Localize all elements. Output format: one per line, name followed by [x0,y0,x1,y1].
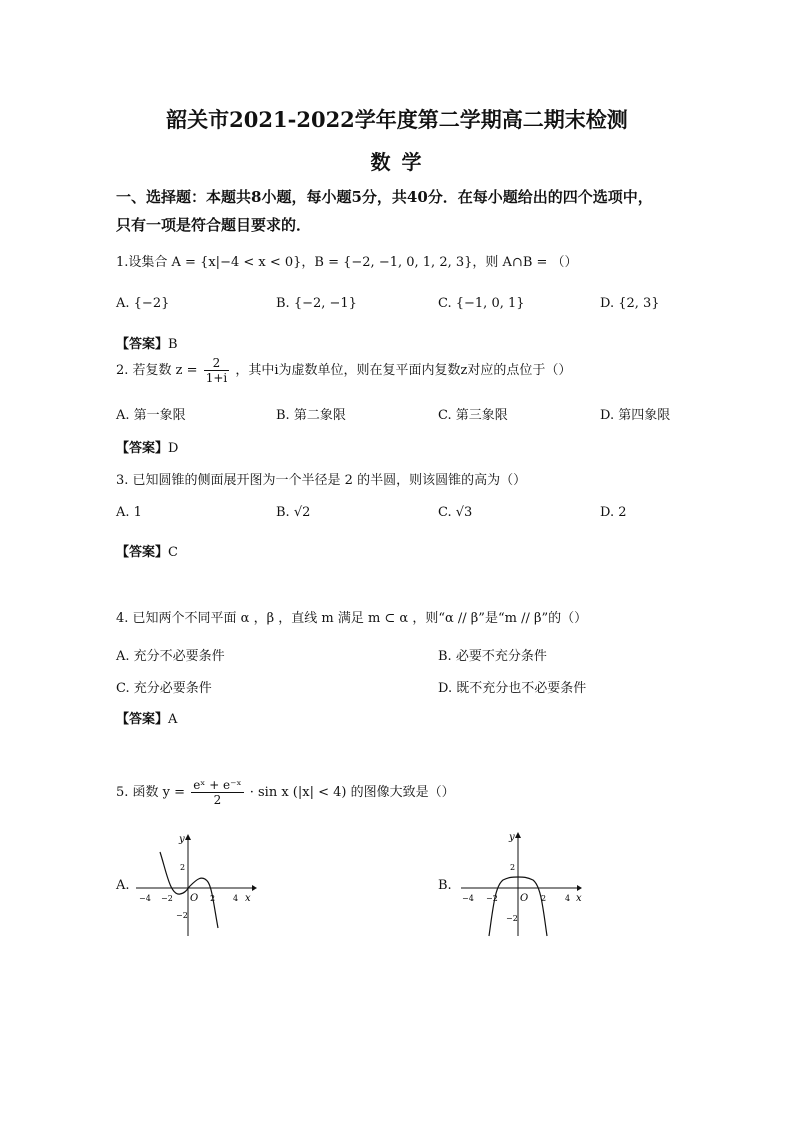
q2-frac-num: 2 [204,356,230,371]
q3-option-b: B. √2 [276,505,311,520]
q5-option-a-label: A. [116,878,130,893]
x-axis-arrow-icon [252,885,257,891]
q3-option-c: C. √3 [438,505,473,520]
q5-prefix: 5. 函数 y = [116,785,186,800]
tick-neg4: −4 [139,894,151,903]
page-title: 韶关市2021-2022学年度第二学期高二期末检测 [166,107,628,132]
q5-frac-den: 2 [213,793,222,807]
q2-suffix: ，其中i为虚数单位，则在复平面内复数z对应的点位于（） [235,363,572,378]
subject-title: 数 学 [370,150,424,174]
y-axis-label: y [509,832,515,843]
q4-answer [116,708,177,727]
q2-prefix: 2. 若复数 z = [116,363,198,378]
tick-y-neg2: −2 [176,911,188,920]
question-2 [116,356,571,385]
tick-neg2: −2 [161,894,173,903]
q4-option-b: B. 必要不充分条件 [438,649,547,664]
q1-option-b: B. {−2, −1} [276,296,357,311]
y-axis-label: y [179,834,185,845]
answer-label: 【答案】 [116,337,169,352]
q4-option-a: A. 充分不必要条件 [116,649,225,664]
x-axis-arrow-icon [577,885,582,891]
tick-neg2: −2 [486,894,498,903]
q5-frac-num: eˣ + e⁻ˣ [193,778,242,792]
q2-fraction [204,356,230,385]
question-1: 1.设集合 A = {x|−4 < x < 0}，B = {−2, −1, 0, 1, 2, 3}，则 A∩B = （） [116,255,578,270]
answer-value: C [168,545,178,560]
curve-a [160,852,218,928]
section-heading-line1: 一、选择题：本题共8小题，每小题5分，共40分．在每小题给出的四个选项中， [116,188,653,206]
answer-label: 【答案】 [116,441,169,456]
q5-suffix: · sin x (|x| < 4) 的图像大致是（） [249,785,455,800]
q2-option-a: A. 第一象限 [116,408,186,423]
tick-pos2: 2 [541,894,547,903]
origin-label: O [190,893,199,904]
q5-option-b-label: B. [438,878,452,893]
q2-option-d: D. 第四象限 [600,408,671,423]
q1-option-a: A. {−2} [116,296,170,311]
question-4: 4. 已知两个不同平面 α ，β ，直线 m 满足 m ⊂ α ，则“α // β”是“m // β”的（） [116,611,588,626]
answer-value: D [168,441,179,456]
q5-fraction [191,778,243,807]
tick-pos4: 4 [233,894,239,903]
tick-y-2: 2 [510,863,516,872]
q5-graph-b [455,828,585,940]
answer-value: B [168,337,178,352]
origin-label: O [520,893,529,904]
tick-y-2: 2 [180,863,186,872]
tick-pos4: 4 [565,894,571,903]
x-axis-label: x [245,893,251,904]
q4-option-c: C. 充分必要条件 [116,681,212,696]
q2-answer [116,437,178,456]
q1-answer [116,333,178,352]
q2-option-b: B. 第二象限 [276,408,346,423]
answer-label: 【答案】 [116,712,169,727]
q1-option-d: D. {2, 3} [600,296,660,311]
section-heading-line2: 只有一项是符合题目要求的． [116,216,312,234]
answer-label: 【答案】 [116,545,169,560]
tick-neg4: −4 [462,894,474,903]
tick-y-neg2: −2 [506,914,518,923]
y-axis-arrow-icon [515,832,521,838]
x-axis-label: x [576,893,582,904]
tick-pos2: 2 [210,894,216,903]
y-axis-arrow-icon [185,834,191,840]
q5-graph-a [130,830,260,940]
q4-option-d: D. 既不充分也不必要条件 [438,681,587,696]
question-5 [116,778,455,807]
question-3: 3. 已知圆锥的侧面展开图为一个半径是 2 的半圆，则该圆锥的高为（） [116,473,527,488]
q3-answer [116,541,178,560]
answer-value: A [168,712,178,727]
q2-frac-den: 1+i [205,371,228,385]
q1-option-c: C. {−1, 0, 1} [438,296,525,311]
q3-option-d: D. 2 [600,505,627,520]
q3-option-a: A. 1 [116,505,142,520]
q2-option-c: C. 第三象限 [438,408,508,423]
